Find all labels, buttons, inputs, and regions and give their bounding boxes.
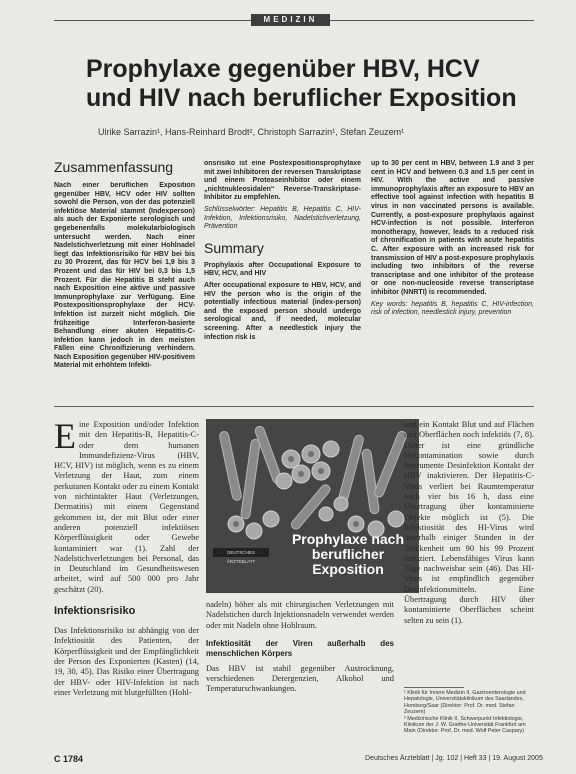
section-label: MEDIZIN bbox=[251, 14, 330, 26]
abstract-text bbox=[54, 182, 195, 402]
keywords-de: Schlüsselwörter: Hepatitis B, Hepatitis C, HIV-Infektion, Infektionsrisiko, Nadelstichverletzung, Prävention bbox=[204, 205, 361, 231]
footnote-1: ¹ Klinik für Innere Medizin II, Gastroenterologie und Hepatologie, Universitätsklinikum des Saarlandes, Homburg/Saar (Direktor: Prof. Dr. med. Stefan Zeuzem) bbox=[404, 690, 526, 716]
footnote-2: ² Medizinische Klinik II, Schwerpunkt Infektiologie, Klinikum der J. W. Goethe-Universität Frankfurt am Main (Direktor: Prof. Dr. med. Wolf Peter Caspary) bbox=[404, 715, 526, 735]
summary-continued: up to 30 per cent in HBV, between 1.9 and 3 per cent in HCV and between 0.3 and 1.5 per cent in HIV. With the active and passive immunoprophylaxis after an exposure to HBV an effective tool against infection with hepatitis B virus in non vaccinated persons is available. Currently, a post-exposure prophylaxis against HCV-infection is not possible. Interferon monotherapy, however, leads to a reduced risk of chronification in patients with acute hepatitis C. After exposure with an increased risk for transmission of HIV a post-exposure prophylaxis including two inhibitors of the reverse transcriptase and one inhibitor of the protease or one non-nucleoside reverse transcriptase inhibitor (NNRTI) is recommended. bbox=[371, 160, 534, 296]
infektiositaet-text: Das HBV ist stabil gegenüber Austrocknung, verschiedenen Detergenzien, Alkohol und Temperaturschwankungen. bbox=[206, 663, 394, 694]
keywords-en: Key words: hepatitis B, hepatitis C, HIV-infection, risk of infection, needlestick injury, prevention bbox=[371, 300, 534, 317]
figure-caption bbox=[278, 532, 418, 577]
figure-caption-line-1: Prophylaxe nach bbox=[291, 531, 405, 547]
infektiositaet-heading: Infektiosität der Viren außerhalb des menschlichen Körpers bbox=[206, 638, 394, 658]
title-line-2: und HIV nach beruflicher Exposition bbox=[86, 84, 517, 112]
infektionsrisiko-text: Das Infektionsrisiko ist abhängig von der Infektiosität des Patienten, der Körperflüssigkeit und der Empfänglichkeit der Person des Exponierten (Kasten) (14, 19, 30, 45). Das Risiko einer Übertragung der HBV- oder HIV-Infektion ist nach einer Verletzung mit blutgefüllten (Hohl- bbox=[54, 626, 199, 697]
abstract-heading: Zusammenfassung bbox=[54, 159, 174, 175]
summary-col3 bbox=[371, 160, 534, 400]
footnote-rule bbox=[404, 687, 464, 688]
abstract-paragraph: Nach einer beruflichen Exposition gegenüber HBV, HCV oder HIV sollten sowohl die Person, von der das potenziell infektiöse Material stammt (Indexperson) als auch der Exponierte serologisch und gegebenenfalls molekularbiologisch untersucht werden. Nach einer Nadelstichverletzung mit einer Hohlnadel liegt das Infektionsrisiko für HBV bei bis zu 30 Prozent, das für HCV bei 1,9 bis 3 Prozent und das für HIV bei 0,3 bis 1,5 Prozent. Für die Hepatitis B steht auch nach Exposition eine aktive und passive Immunprophylaxe zur Verfügung. Eine Postexpositionsprophylaxe der HCV-Infektion ist zurzeit nicht möglich. Die frühzeitige Interferon-basierte Behandlung einer akuten Hepatitis-C-Infektion kann jedoch in den meisten Fällen eine Chronifizierung verhindern. Nach Exposition gegenüber HIV-positivem Material mit erhöhtem Infekti- bbox=[54, 182, 195, 370]
infektionsrisiko-heading: Infektionsrisiko bbox=[54, 605, 136, 618]
figure-caption-line-2: beruflicher Exposition bbox=[311, 546, 385, 577]
article-title bbox=[86, 55, 536, 113]
affiliations bbox=[404, 690, 534, 735]
body-col2 bbox=[206, 600, 394, 748]
intro-text: ine Exposition und/oder Infektion mit den Hepatitis-B, Hepatitis-C- oder dem humanen Immundefizienz-Virus (HBV, HCV, HIV) ist möglich, wenn es zu einem Verletzung der Haut, zum einem perkutanen Kontakt oder zu einem Kontakt von nichtintakter Haut (Verletzungen, Dermatitis) mit einem Gegenstand gekommen ist, der mit Blut oder einer anderen potenziell infektiösen Körperflüssigkeit oder Gewebe kontaminiert war (1). Zahl der Nadelstichverletzungen bei Personal, das in Deutschland im Gesundheitswesen arbeitet, wird auf 500 000 pro Jahr geschätzt (20). bbox=[54, 420, 199, 594]
abstract-continued: onsrisiko ist eine Postexpositionsprophylaxe mit zwei Inhibitoren der reversen Transkriptase und einem Proteaseinhibitor oder einem „nichtnukleosidalen“ Reverse-Transkriptase-Inhibitor zu empfehlen. bbox=[204, 160, 361, 202]
body-col1 bbox=[54, 420, 199, 748]
summary-heading: Summary bbox=[204, 239, 264, 256]
figure-badge: DEUTSCHES ÄRZTEBLATT bbox=[213, 548, 269, 557]
page-number: C 1784 bbox=[54, 754, 84, 764]
body-col2-text: nadeln) höher als mit chirurgischen Verletzungen mit Nadelstichen durch Injektionsnadeln verwendet werden oder mit Nadeln ohne Hohlraum. bbox=[206, 600, 394, 630]
title-line-1: Prophylaxe gegenüber HBV, HCV bbox=[86, 55, 480, 83]
drop-cap: E bbox=[54, 420, 76, 456]
summary-text: After occupational exposure to HBV, HCV, and HIV the person who is the origin of the potentially infectious material (index-person) and the exposed person should undergo serological and, if needed, molecular screening. After a needlestick injury the infection risk is bbox=[204, 281, 361, 341]
section-divider bbox=[54, 406, 534, 407]
body-col3 bbox=[404, 420, 534, 682]
journal-citation: Deutsches Ärzteblatt | Jg. 102 | Heft 33 | 19. August 2005 bbox=[365, 755, 543, 762]
body-col3-text: und ein Kontakt Blut und auf Flächen und Oberflächen noch infektiös (7, 8). Daher ist eine gründliche Dekontamination sowie durch Instrumente Desinfektion Kontakt der HBV inaktivieren. Der Hepatitis-C-Virus verliert bei Raumtemperatur nach vier bis 16 h, dass eine Übertragung über kontaminierte Objekte möglich ist (5). Die Infektiosität des HI-Virus wird innerhalb einiger Stunden in der Trockenheit um 90 bis 99 Prozent reduziert. Lebensfähiges Virus kann Tage nachweisbar sein (46). Das HI-Virus ist empfindlich gegenüber Desinfektionsmitteln. Eine Übertragung durch HIV über kontaminierte Oberflächen scheint selten zu sein (1). bbox=[404, 420, 534, 625]
abstract-col2 bbox=[204, 160, 361, 400]
summary-subtitle: Prophylaxis after Occupational Exposure to HBV, HCV, and HIV bbox=[204, 261, 361, 278]
authors: Ulrike Sarrazin¹, Hans-Reinhard Brodt², Christoph Sarrazin¹, Stefan Zeuzem¹ bbox=[98, 127, 405, 137]
